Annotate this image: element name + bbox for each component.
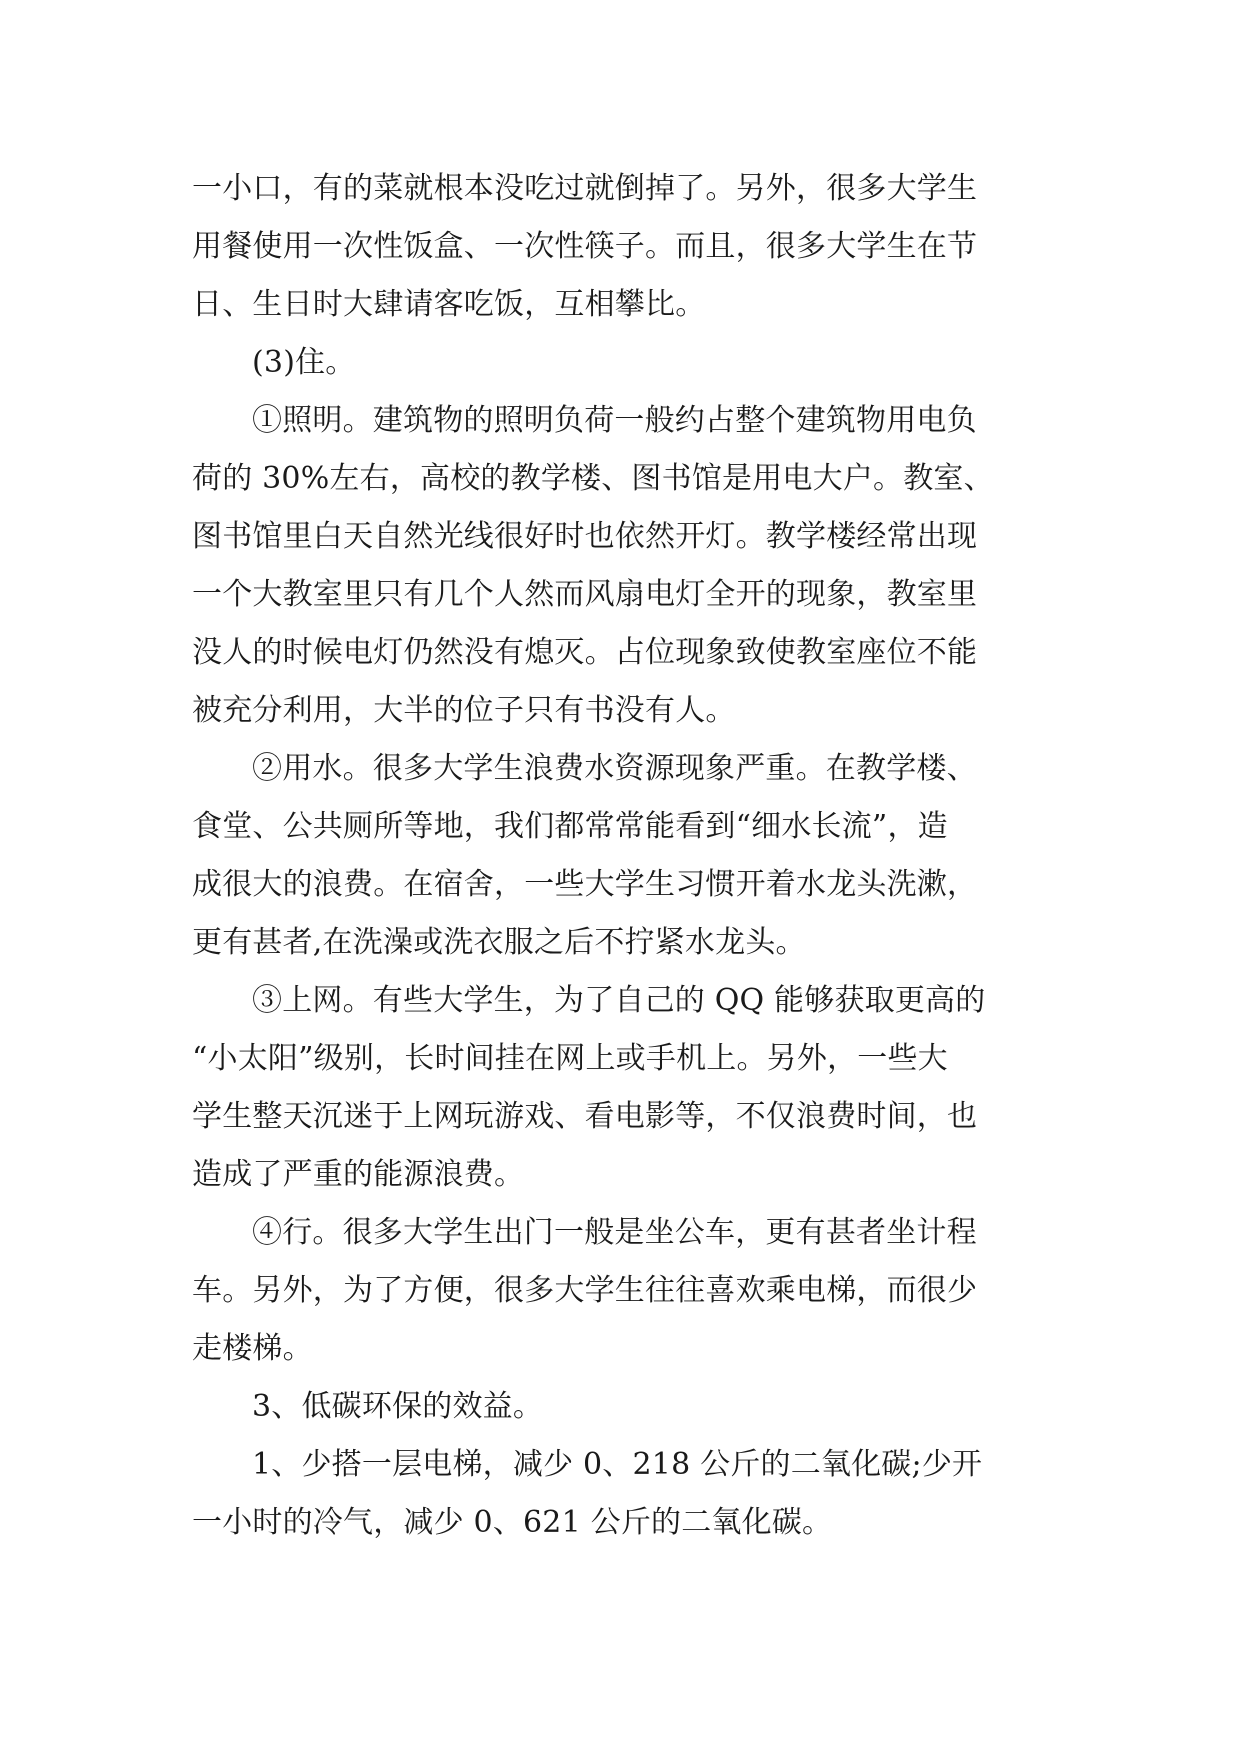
text-line: ③上网。有些大学生，为了自己的 QQ 能够获取更高的 bbox=[252, 983, 986, 1018]
text-line: ②用水。很多大学生浪费水资源现象严重。在教学楼、 bbox=[252, 751, 977, 786]
text-line: 车。另外，为了方便，很多大学生往往喜欢乘电梯，而很少 bbox=[192, 1273, 978, 1308]
text-line: 食堂、公共厕所等地，我们都常常能看到“细水长流”，造 bbox=[192, 809, 948, 844]
text-line: (3)住。 bbox=[252, 345, 356, 380]
text-line: 3、低碳环保的效益。 bbox=[252, 1389, 544, 1424]
text-line: 更有甚者,在洗澡或洗衣服之后不拧紧水龙头。 bbox=[192, 925, 806, 960]
text-line: “小太阳”级别，长时间挂在网上或手机上。另外，一些大 bbox=[192, 1041, 948, 1076]
text-line: 一小时的冷气，减少 0、621 公斤的二氧化碳。 bbox=[192, 1505, 833, 1540]
text-line: 一个大教室里只有几个人然而风扇电灯全开的现象，教室里 bbox=[192, 577, 978, 612]
text-line: 走楼梯。 bbox=[192, 1331, 313, 1366]
text-line: 荷的 30%左右，高校的教学楼、图书馆是用电大户。教室、 bbox=[192, 461, 994, 496]
text-line: 被充分利用，大半的位子只有书没有人。 bbox=[192, 693, 736, 728]
text-line: 图书馆里白天自然光线很好时也依然开灯。教学楼经常出现 bbox=[192, 519, 978, 554]
text-line: 一小口，有的菜就根本没吃过就倒掉了。另外，很多大学生 bbox=[192, 171, 978, 206]
text-line: 日、生日时大肆请客吃饭，互相攀比。 bbox=[192, 287, 706, 322]
document-body bbox=[192, 160, 1072, 1552]
text-line: 没人的时候电灯仍然没有熄灭。占位现象致使教室座位不能 bbox=[192, 635, 978, 670]
text-line: 造成了严重的能源浪费。 bbox=[192, 1157, 525, 1192]
text-line: 用餐使用一次性饭盒、一次性筷子。而且，很多大学生在节 bbox=[192, 229, 978, 264]
text-line: 成很大的浪费。在宿舍，一些大学生习惯开着水龙头洗漱， bbox=[192, 867, 978, 902]
text-line: 1、少搭一层电梯，减少 0、218 公斤的二氧化碳;少开 bbox=[252, 1447, 983, 1482]
text-line: ④行。很多大学生出门一般是坐公车，更有甚者坐计程 bbox=[252, 1215, 977, 1250]
text-line: ①照明。建筑物的照明负荷一般约占整个建筑物用电负 bbox=[252, 403, 977, 438]
text-line: 学生整天沉迷于上网玩游戏、看电影等，不仅浪费时间，也 bbox=[192, 1099, 978, 1134]
